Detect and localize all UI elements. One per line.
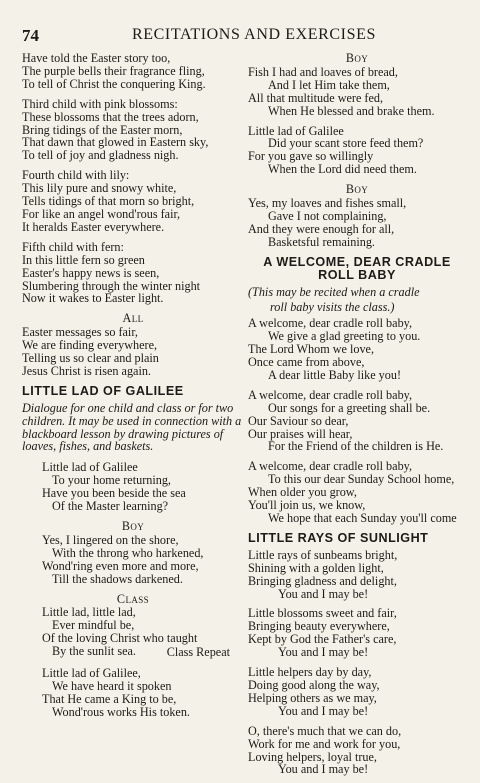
verse-line: Little rays of sunbeams bright,	[248, 547, 398, 562]
verse-line: A welcome, dear cradle roll baby,	[248, 459, 413, 474]
stanza	[248, 66, 466, 118]
verse-line: Till the shadows darkened.	[52, 571, 183, 586]
speaker-label: Class	[116, 591, 150, 606]
verse-line: Doing good along the way,	[248, 677, 380, 692]
stanza	[22, 169, 244, 234]
page-number: 74	[22, 26, 39, 45]
verse-line: Little lad of Galilee,	[42, 665, 141, 680]
stanza	[22, 98, 244, 163]
verse-line: We give a glad greeting to you.	[268, 329, 421, 344]
speaker-label: Boy	[345, 182, 369, 197]
right-column	[248, 52, 466, 783]
verse-line: Telling us so clear and plain	[22, 351, 159, 366]
verse-line: Work for me and work for you,	[248, 736, 401, 751]
verse-line: Tells tidings of that morn so bright,	[22, 194, 195, 209]
verse-line: And I let Him take them,	[268, 77, 390, 92]
verse-line: With the throng who harkened,	[52, 545, 204, 560]
stage-direction: Dialogue for one child and class or for two children. It may be used in connection with a blackboard lesson by drawing pictures of loaves, fishes, and baskets.	[22, 400, 242, 454]
stanza	[248, 549, 466, 601]
verse-line: Shining with a golden light,	[248, 560, 384, 575]
verse-line: A welcome, dear cradle roll baby,	[248, 316, 413, 331]
section-title: LITTLE LAD OF GALILEE	[22, 383, 184, 398]
verse-line: You and I may be!	[278, 645, 369, 660]
verse-line: A welcome, dear cradle roll baby,	[248, 387, 413, 402]
verse-line: Once came from above,	[248, 355, 365, 370]
verse-line: Easter messages so fair,	[22, 325, 138, 340]
verse-line: The purple bells their fragrance fling,	[22, 63, 205, 78]
verse-line: To this our dear Sunday School home,	[268, 472, 455, 487]
verse-line: Basketsful remaining.	[268, 234, 375, 249]
stanza	[248, 725, 466, 777]
verse-line: Bringing gladness and delight,	[248, 573, 397, 588]
verse-line: For like an angel wond'rous fair,	[22, 206, 181, 221]
verse-line: Bringing beauty everywhere,	[248, 619, 390, 634]
verse-line: When He blessed and brake them.	[268, 103, 435, 118]
verse-line: For you gave so willingly	[248, 149, 374, 164]
verse-line: For the Friend of the children is He.	[268, 439, 444, 454]
stanza	[22, 667, 244, 719]
page-header	[22, 26, 460, 48]
verse-line: Jesus Christ is risen again.	[22, 363, 151, 378]
verse-line: Little lad of Galilee	[248, 123, 344, 138]
stage-direction: roll baby visits the class.)	[270, 300, 395, 315]
verse-line: A dear little Baby like you!	[268, 367, 402, 382]
section-title: ROLL BABY	[318, 267, 396, 282]
verse-line: By the sunlit sea.	[52, 644, 136, 659]
verse-line: When the Lord did need them.	[268, 162, 417, 177]
verse-line: Now it wakes to Easter light.	[22, 291, 164, 306]
verse-line: You'll join us, we know,	[248, 498, 366, 513]
speaker-label: All	[122, 311, 144, 326]
verse-line: Little lad of Galilee	[42, 460, 138, 475]
verse-line: Third child with pink blossoms:	[22, 96, 178, 111]
verse-line: Ever mindful be,	[52, 618, 135, 633]
verse-line: In this little fern so green	[22, 252, 145, 267]
stanza	[22, 534, 244, 586]
verse-line: Easter's happy news is seen,	[22, 265, 160, 280]
stanza	[22, 461, 244, 513]
stanza	[248, 460, 466, 525]
verse-line: That dawn that glowed in Eastern sky,	[22, 135, 209, 150]
verse-line: We are finding everywhere,	[22, 338, 158, 353]
speaker-label: Boy	[345, 51, 369, 65]
verse-line: We have heard it spoken	[52, 678, 172, 693]
verse-line: It heralds Easter everywhere.	[22, 219, 165, 234]
verse-line: To tell of Christ the conquering King.	[22, 76, 206, 91]
stanza	[248, 317, 466, 382]
verse-line: Fish I had and loaves of bread,	[248, 64, 398, 79]
verse-line: Of the Master learning?	[52, 499, 169, 514]
speaker-label: Boy	[121, 519, 145, 533]
verse-line: That He came a King to be,	[42, 691, 177, 706]
verse-line: Our Saviour so dear,	[248, 413, 349, 428]
section-title: A WELCOME, DEAR CRADLE	[263, 254, 451, 269]
class-repeat-label: Class Repeat	[166, 645, 230, 660]
stanza	[248, 125, 466, 177]
verse-line: To your home returning,	[52, 473, 171, 488]
stanza	[22, 326, 244, 378]
verse-line: Little lad, little lad,	[42, 605, 136, 620]
stanza	[248, 389, 466, 454]
verse-line: Loving helpers, loyal true,	[248, 749, 377, 764]
verse-line: Have told the Easter story too,	[22, 51, 171, 65]
verse-line: The Lord Whom we love,	[248, 342, 375, 357]
verse-line: Yes, my loaves and fishes small,	[248, 196, 407, 211]
verse-line: These blossoms that the trees adorn,	[22, 109, 199, 124]
verse-line: Our songs for a greeting shall be.	[268, 400, 431, 415]
stanza	[248, 197, 466, 249]
stanza	[248, 607, 466, 659]
verse-line: You and I may be!	[278, 762, 369, 777]
verse-line: Bring tidings of the Easter morn,	[22, 122, 183, 137]
stanza	[22, 241, 244, 306]
verse-line: To tell of joy and gladness nigh.	[22, 148, 179, 163]
verse-line: This lily pure and snowy white,	[22, 181, 177, 196]
verse-line: Slumbering through the winter night	[22, 278, 201, 293]
verse-line: Little blossoms sweet and fair,	[248, 606, 397, 621]
verse-line: Gave I not complaining,	[268, 208, 387, 223]
verse-line: Fifth child with fern:	[22, 239, 124, 254]
running-title: RECITATIONS AND EXERCISES	[132, 26, 376, 43]
verse-line: Fourth child with lily:	[22, 168, 130, 183]
verse-line: And they were enough for all,	[248, 221, 395, 236]
verse-line: We hope that each Sunday you'll come	[268, 511, 457, 525]
section-title: LITTLE RAYS OF SUNLIGHT	[248, 530, 429, 545]
verse-line: When older you grow,	[248, 485, 357, 500]
verse-line: Did your scant store feed them?	[268, 136, 424, 151]
verse-line: Wond'ring even more and more,	[42, 558, 199, 573]
verse-line: You and I may be!	[278, 703, 369, 718]
verse-line: All that multitude were fed,	[248, 90, 384, 105]
verse-line: Kept by God the Father's care,	[248, 632, 397, 647]
verse-line: Our praises will hear,	[248, 426, 353, 441]
stage-direction: (This may be recited when a cradle	[248, 284, 420, 299]
verse-line: Little helpers day by day,	[248, 665, 372, 680]
verse-line: Yes, I lingered on the shore,	[42, 532, 179, 547]
verse-line: O, there's much that we can do,	[248, 723, 402, 738]
verse-line: Helping others as we may,	[248, 690, 377, 705]
verse-line: Of the loving Christ who taught	[42, 631, 198, 646]
left-column	[22, 52, 244, 726]
verse-line: Have you been beside the sea	[42, 486, 186, 501]
verse-line: You and I may be!	[278, 586, 369, 601]
stanza	[22, 52, 244, 91]
verse-line: Wond'rous works His token.	[52, 704, 190, 719]
